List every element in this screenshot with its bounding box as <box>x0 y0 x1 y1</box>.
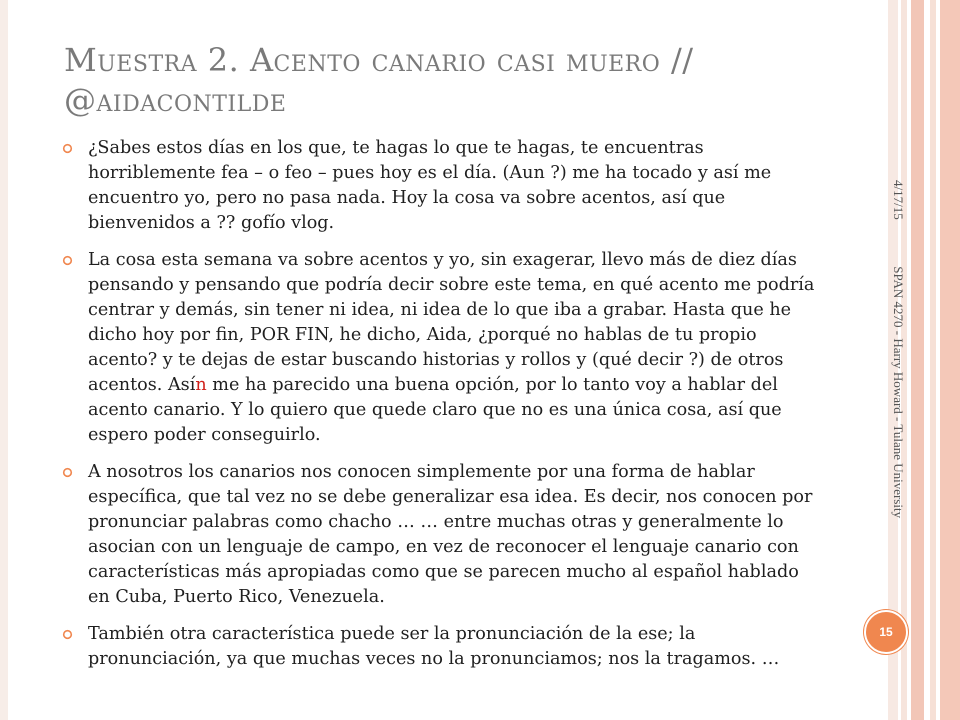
slide-date: 4/17/15 <box>891 180 906 220</box>
highlighted-letter: n <box>195 375 207 395</box>
bullet-text: También otra característica puede ser la pronunciación de la ese; la pronunciación, ya que muchas veces no la pronunciamos; nos la tragamos. … <box>88 624 780 669</box>
bullet-icon <box>62 467 73 478</box>
left-border <box>0 0 8 720</box>
bullet-text: A nosotros los canarios nos conocen simplemente por una forma de hablar específica, que tal vez no se debe generalizar esa idea. Es decir, nos conocen por pronunciar palabras como chacho … … entre muchas otras y generalmente lo asocian con un lenguaje de campo, en vez de reconocer el lenguaje canario con características más apropiadas como que se parecen mucho al español hablado en Cuba, Puerto Rico, Venezuela. <box>88 462 813 607</box>
bullet-item <box>62 136 822 236</box>
bullet-icon <box>62 629 73 640</box>
bullet-icon <box>62 143 73 154</box>
bullet-text: La cosa esta semana va sobre acentos y yo, sin exagerar, llevo más de diez días pensando y pensando que podría decir sobre este tema, en qué acento me podría centrar y demás, sin tener ni idea, ni idea de lo que iba a grabar. Hasta que he dicho hoy por fin, POR FIN, he dicho, Aida, ¿porqué no hablas de tu propio acento? y te dejas de estar buscando historias y rollos y (qué decir ?) de otros acentos. Así <box>88 250 815 395</box>
bullet-icon <box>62 255 73 266</box>
page-number-badge: 15 <box>864 610 908 654</box>
bullet-item <box>62 248 822 448</box>
bullet-item <box>62 622 822 672</box>
slide-content <box>62 136 822 684</box>
bullet-item <box>62 460 822 610</box>
slide-title: Muestra 2. Acento canario casi muero // @aidacontilde <box>64 41 694 119</box>
bullet-text: ¿Sabes estos días en los que, te hagas lo que te hagas, te encuentras horriblemente fea – o feo – pues hoy es el día. (Aun ?) me ha tocado y así me encuentro yo, pero no pasa nada. Hoy la cosa va sobre acentos, así que bienvenidos a ?? gofío vlog. <box>88 138 772 233</box>
side-footer-text <box>890 180 906 518</box>
bullet-text-cont: me ha parecido una buena opción, por lo tanto voy a hablar del acento canario. Y lo quiero que quede claro que no es una única cosa, así que espero poder conseguirlo. <box>88 375 782 445</box>
course-footer: SPAN 4270 - Harry Howard - Tulane University <box>891 266 906 519</box>
side-footer <box>882 180 912 600</box>
